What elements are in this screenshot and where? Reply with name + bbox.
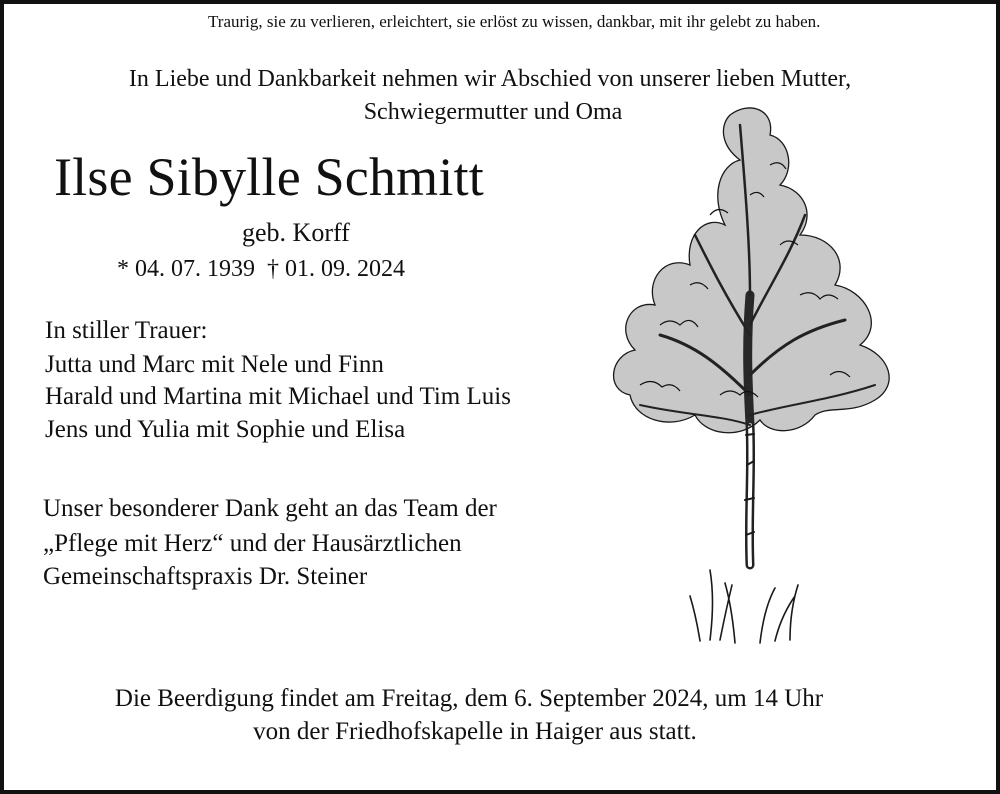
motto-quote: Traurig, sie zu verlieren, erleichtert, sie erlöst zu wissen, dankbar, mit ihr gelebt zu haben. <box>208 12 821 31</box>
thanks-line: „Pflege mit Herz“ und der Hausärztlichen <box>43 530 462 557</box>
mourner-line: Jens und Yulia mit Sophie und Elisa <box>45 416 406 443</box>
funeral-info-line-1: Die Beerdigung findet am Freitag, dem 6. September 2024, um 14 Uhr <box>114 685 824 712</box>
thanks-line: Gemeinschaftspraxis Dr. Steiner <box>43 563 368 590</box>
mourner-line: Jutta und Marc mit Nele und Finn <box>45 351 384 378</box>
thanks-line: Unser besonderer Dank geht an das Team der <box>43 495 497 522</box>
funeral-info-line-2: von der Friedhofskapelle in Haiger aus statt. <box>253 718 697 745</box>
mourners-heading: In stiller Trauer: <box>45 317 208 344</box>
mourner-line: Harald und Martina mit Michael und Tim Luis <box>45 383 511 410</box>
birth-name: geb. Korff <box>242 218 350 247</box>
birch-tree-icon <box>600 95 910 650</box>
intro-line-2: Schwiegermutter und Oma <box>363 99 623 125</box>
intro-line-1: In Liebe und Dankbarkeit nehmen wir Abschied von unserer lieben Mutter, <box>128 66 852 92</box>
life-dates: * 04. 07. 1939 † 01. 09. 2024 <box>117 256 405 282</box>
deceased-name: Ilse Sibylle Schmitt <box>54 147 484 207</box>
